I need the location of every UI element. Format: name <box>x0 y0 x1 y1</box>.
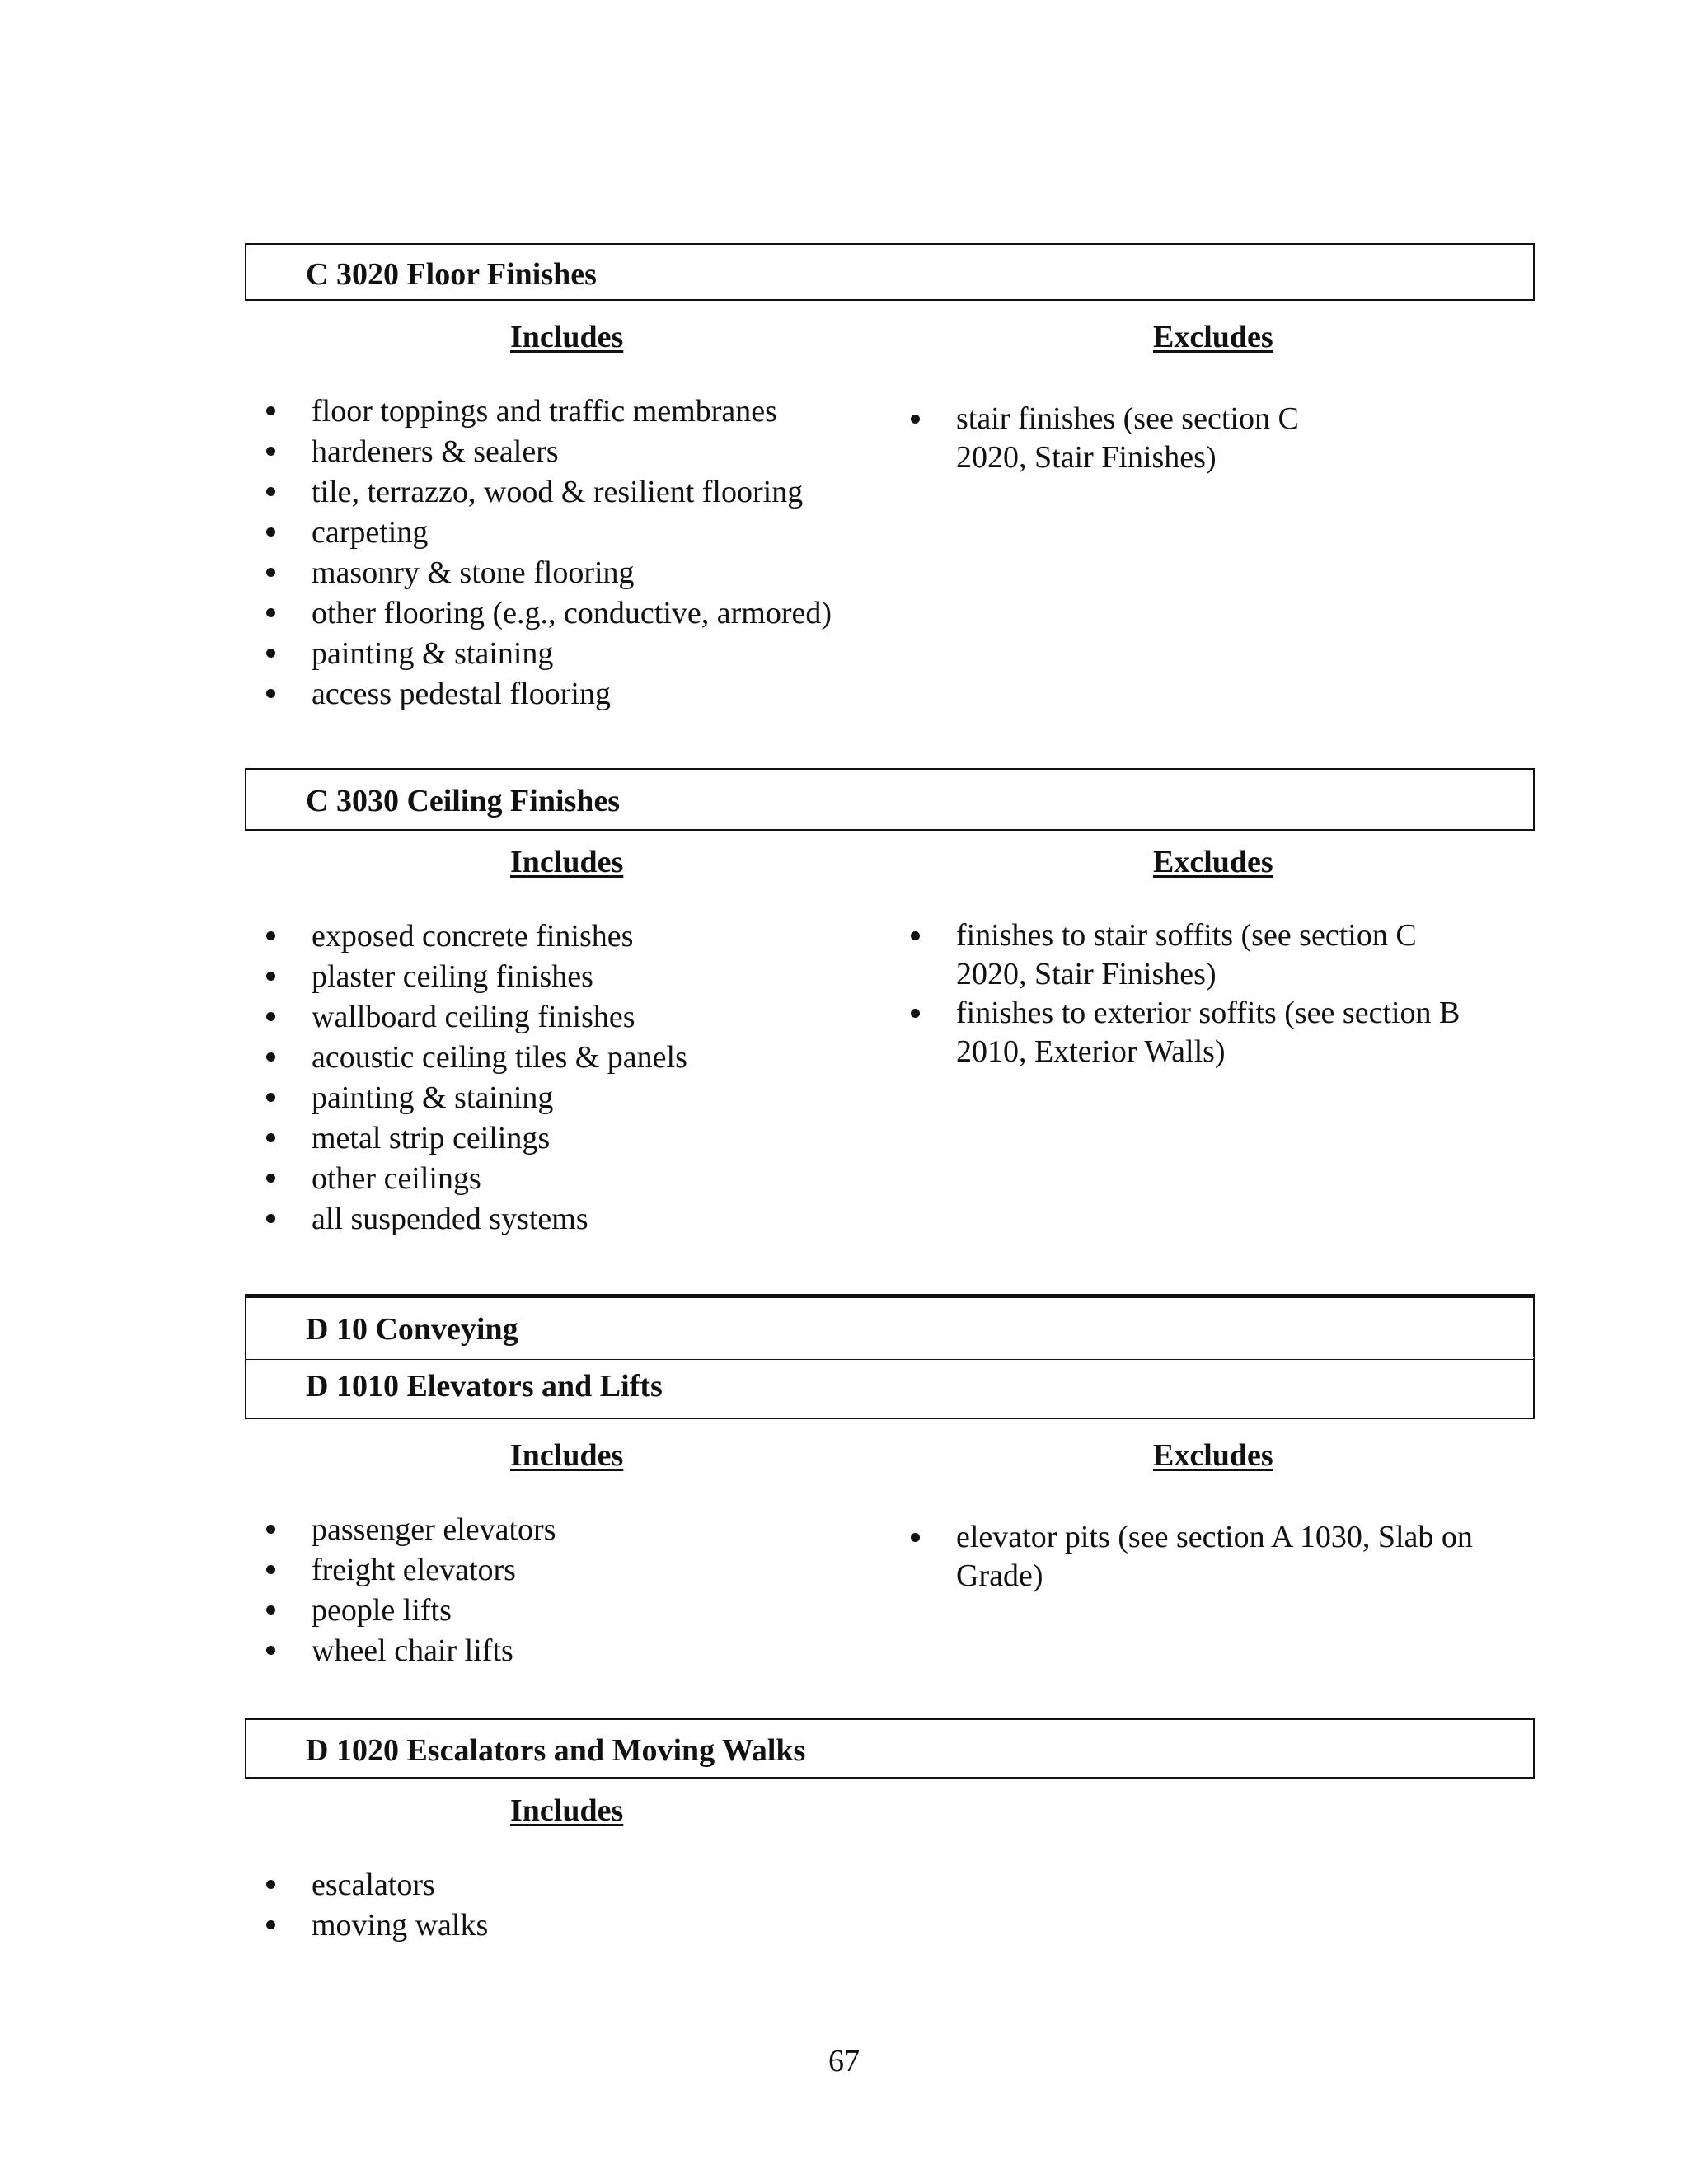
excludes-heading: Excludes <box>1153 320 1273 354</box>
list-item: passenger elevators <box>261 1510 888 1550</box>
section-header-box <box>245 768 1535 831</box>
section-header-box <box>245 243 1535 301</box>
includes-list <box>261 1510 888 1671</box>
division-header-box <box>245 1294 1535 1360</box>
section-header-box <box>245 1718 1535 1779</box>
section-title: C 3030 Ceiling Finishes <box>306 784 621 818</box>
list-item: finishes to exterior soffits (see section B 2010, Exterior Walls) <box>906 994 1475 1071</box>
excludes-list <box>906 1518 1499 1596</box>
list-item: escalators <box>261 1865 888 1905</box>
list-item: finishes to stair soffits (see section C 2020, Stair Finishes) <box>906 916 1475 994</box>
list-item: all suspended systems <box>261 1199 888 1240</box>
includes-list <box>261 916 888 1240</box>
excludes-list <box>906 916 1475 1071</box>
list-item: other flooring (e.g., conductive, armored) <box>261 593 888 634</box>
list-item: metal strip ceilings <box>261 1118 888 1159</box>
list-item: plaster ceiling finishes <box>261 957 888 997</box>
list-item: hardeners & sealers <box>261 432 888 472</box>
section-c3020 <box>245 243 1535 721</box>
excludes-heading: Excludes <box>1153 845 1273 879</box>
list-item: wheel chair lifts <box>261 1631 888 1671</box>
includes-heading: Includes <box>510 845 624 879</box>
list-item: stair finishes (see section C 2020, Stair Finishes) <box>906 400 1367 477</box>
list-item: tile, terrazzo, wood & resilient flooring <box>261 472 888 513</box>
list-item: painting & staining <box>261 634 888 674</box>
list-item: freight elevators <box>261 1550 888 1591</box>
section-c3030 <box>245 768 1535 1246</box>
list-item: elevator pits (see section A 1030, Slab on Grade) <box>906 1518 1499 1596</box>
section-title: D 1020 Escalators and Moving Walks <box>306 1733 806 1768</box>
includes-heading: Includes <box>510 320 624 354</box>
list-item: moving walks <box>261 1905 888 1946</box>
list-item: masonry & stone flooring <box>261 553 888 593</box>
includes-heading: Includes <box>510 1793 624 1828</box>
section-title: C 3020 Floor Finishes <box>306 257 597 292</box>
section-d1020 <box>245 1718 1535 1966</box>
section-title: D 1010 Elevators and Lifts <box>306 1369 663 1404</box>
section-d10 <box>245 1294 1535 1681</box>
list-item: access pedestal flooring <box>261 674 888 715</box>
list-item: carpeting <box>261 513 888 553</box>
list-item: exposed concrete finishes <box>261 916 888 957</box>
includes-list <box>261 1865 888 1946</box>
list-item: people lifts <box>261 1591 888 1631</box>
list-item: wallboard ceiling finishes <box>261 997 888 1038</box>
includes-list <box>261 391 888 715</box>
excludes-heading: Excludes <box>1153 1438 1273 1473</box>
list-item: other ceilings <box>261 1159 888 1199</box>
list-item: painting & staining <box>261 1078 888 1118</box>
list-item: acoustic ceiling tiles & panels <box>261 1038 888 1078</box>
list-item: floor toppings and traffic membranes <box>261 391 888 432</box>
excludes-list <box>906 400 1367 477</box>
section-header-box <box>245 1358 1535 1419</box>
division-title: D 10 Conveying <box>306 1312 518 1347</box>
page-number: 67 <box>828 2044 860 2079</box>
includes-heading: Includes <box>510 1438 624 1473</box>
